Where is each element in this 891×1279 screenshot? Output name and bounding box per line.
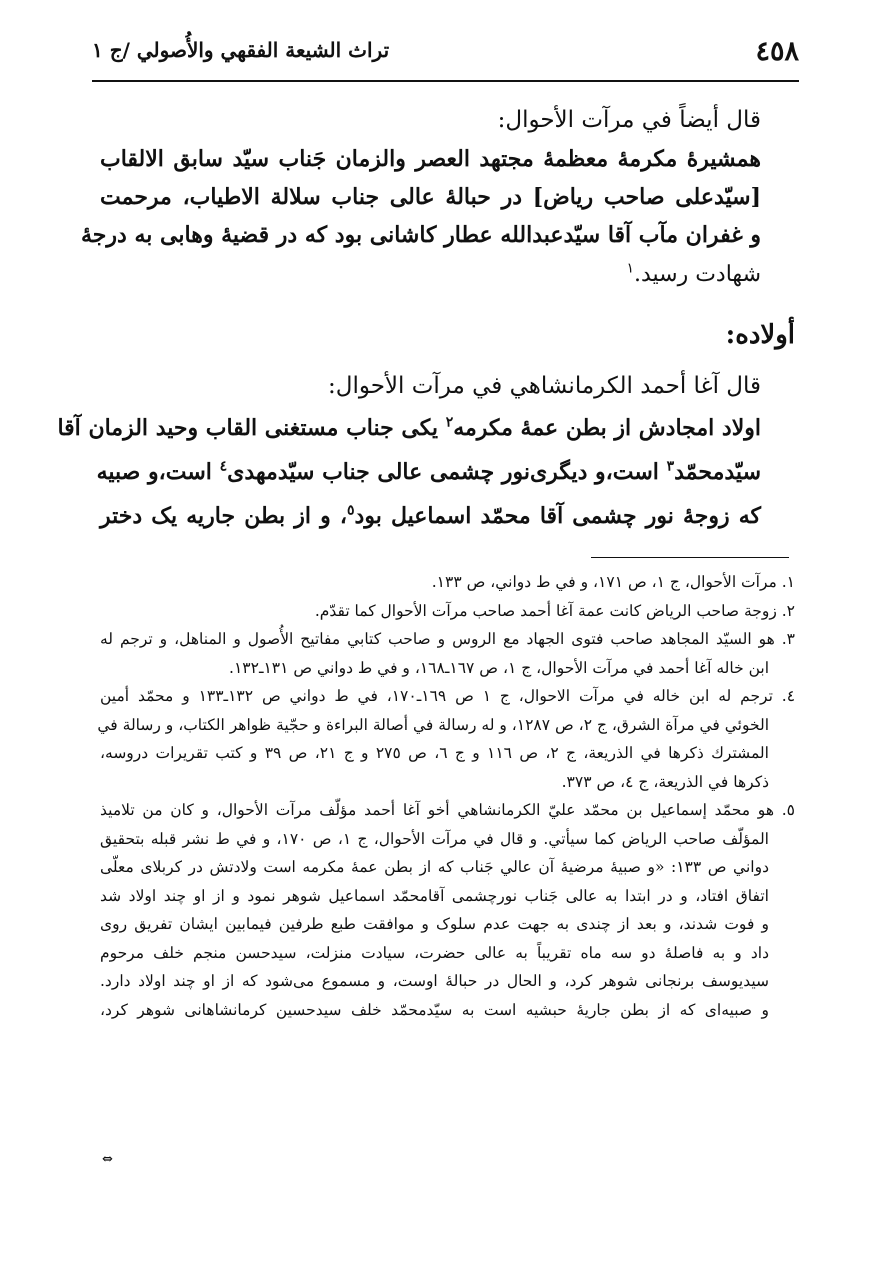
text-line [100, 494, 761, 538]
continuation-mark: ⇔ [102, 1152, 113, 1167]
footnote-ref: ٥ [347, 502, 355, 519]
text-line [96, 450, 761, 494]
text-line: [سيّدعلى صاحب رياض] در حبالهٔ عالى جناب سلالة الاطياب، مرحمت [100, 184, 761, 210]
footnote-line: اتفاق افتاد، و در ابتدا به عالى جَناب نورچشمى آقامحمّد اسماعيل شوهر نمود و از او چند اولاد شد [100, 886, 769, 905]
footnote-4 [97, 682, 796, 796]
footnote-divider [591, 557, 789, 558]
text-line: همشيرهٔ مكرمهٔ معظمهٔ مجتهد العصر والزمان جَناب سيّد سابق الالقاب [100, 146, 761, 172]
text-segment: كه زوجهٔ نور چشمى آقا محمّد اسماعيل بود [354, 503, 762, 529]
footnote-2: ٢. زوجة صاحب الرياض كانت عمة آغا أحمد صاحب مرآت الأحوال كما تقدّم. [314, 601, 795, 620]
footnote-line: ذكرها في الذريعة، ج ٤، ص ٣٧٣. [561, 772, 769, 791]
footnote-line: ٥. هو محمّد إسماعيل بن محمّد عليّ الكرمانشاهي أخو آغا أحمد مؤلّف مرآت الأحوال، و كان من تلاميذ [100, 801, 795, 819]
footnote-line: المشترك ذكرها في الذريعة، ج ٢، ص ١١٦ و ج ٦، ص ٢٧٥ و ج ٢١، ص ٣٩ و كتب تقريرات دروسه، [100, 744, 769, 762]
passage-intro: قال آغا أحمد الكرمانشاهي في مرآت الأحوال: [327, 373, 761, 399]
footnote-line: داد و به فاصلهٔ دو سه ماه تقريباً به عالى حضرت، سيادت منزلت، سيدحسن منجم خلف مرحوم [100, 943, 769, 962]
footnote-line: ٤. ترجم له ابن خاله في مرآت الاحوال، ج ١ ص ١٦٩ـ١٧٠، في ط دواني ص ١٣٢ـ١٣٣ و محمّد أمين [100, 687, 796, 705]
running-title: تراث الشيعة الفقهي والأُصولي /ج ١ [92, 38, 390, 62]
footnotes [97, 568, 796, 1024]
text-segment: اولاد امجادش از بطن عمهٔ مكرمه [453, 415, 761, 441]
section-heading: أولاده: [725, 320, 795, 350]
footnote-line: سيديوسف برنجانى شوهر كرد، و الحال در حبالهٔ اوست، و مسموع مى‌شود كه از او چند اولاد دارد. [100, 972, 769, 990]
text-line [100, 254, 761, 296]
footnote-line: المؤلّف صاحب الرياض كما سيأتي. و قال في مرآت الأحوال، ج ١، ص ١٧٠، و في ط نشر قبله بتحقيق [100, 829, 769, 848]
text-segment: سيّدمحمّد [674, 459, 761, 485]
text-segment: شهادت رسيد. [633, 262, 761, 287]
footnote-ref: ٢ [445, 414, 454, 431]
text-segment: يكى جناب مستغنى القاب وحيد الزمان آقا [57, 415, 439, 441]
footnote-5 [100, 796, 795, 1024]
footnote-line: الخوئي في مرآة الشرق، ج ٢، ص ١٢٨٧، و له رسالة في أصالة البراءة و حجّية ظواهر الكتاب، و رسالة في [97, 715, 769, 734]
footnote-line: ٣. هو السيّد المجاهد صاحب فتوى الجهاد مع الروس و صاحب كتابي مفاتيح الأُصول و المناهل، و ترجم له [100, 630, 795, 648]
footnote-ref: ١ [626, 260, 634, 277]
footnote-ref: ٣ [666, 458, 675, 475]
text-line: و غفران مآب آقا سيّدعبدالله عطار كاشانى بود كه در قضيهٔ وهابى به درجهٔ [81, 222, 761, 248]
footnote-ref: ٤ [219, 458, 228, 475]
text-line [57, 406, 761, 450]
page-header [92, 34, 799, 82]
text-segment: است،و ديگرى‌نور چشمى عالى جناب سيّدمهدى [227, 459, 659, 485]
footnote-line: دواني ص ١٣٣: «و صبيهٔ مرضيهٔ آن عالي جَناب كه از بطن عمهٔ مكرمه است ولادتش در كربلاى معلّى [100, 858, 769, 876]
passage-body [81, 140, 761, 296]
footnote-line: ابن خاله آغا أحمد في مرآت الأحوال، ج ١، ص ١٦٧ـ١٦٨، و في ط دواني ص ١٣١ـ١٣٢. [229, 658, 769, 677]
text-segment: ، و از بطن جاريه يک دختر [100, 503, 347, 529]
passage-persian-2 [57, 366, 762, 538]
footnote-line: و صبيه‌اى كه از بطن جاريهٔ حبشيه است به سيّدمحمّد خلف سيدحسين كرمانشاهانى شوهر كرد، [100, 1000, 769, 1019]
page-number: ٤٥٨ [755, 36, 799, 67]
passage-intro: قال أيضاً في مرآت الأحوال: [497, 107, 761, 133]
footnote-1: ١. مرآت الأحوال، ج ١، ص ١٧١، و في ط دواني، ص ١٣٣. [431, 573, 795, 591]
footnote-line: و فوت شدند، و بعد از چندى به جهت عدم سلوک و موافقت طبع طرفين فيمابين ايشان تفريق روى [100, 915, 769, 933]
passage-persian-1 [81, 100, 761, 296]
footnote-3 [100, 625, 795, 682]
text-segment: است،و صبيه [96, 459, 212, 485]
